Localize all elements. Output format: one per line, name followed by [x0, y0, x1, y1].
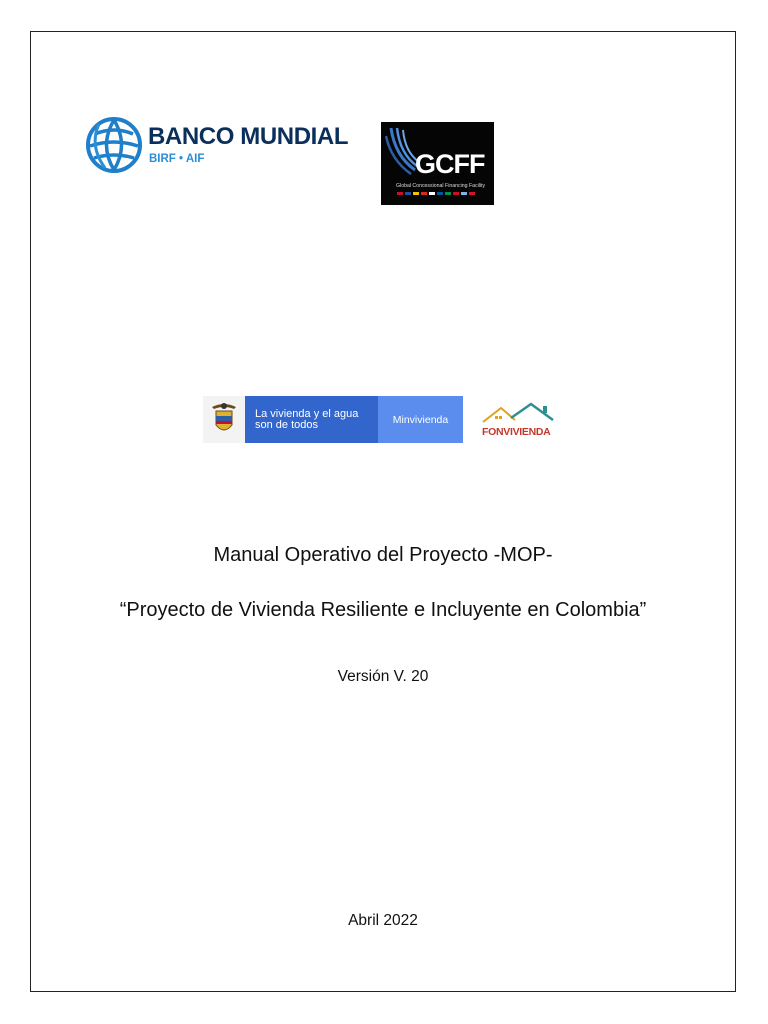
version-label: Versión V. 20	[337, 668, 429, 685]
gcff-tagline: Global Concessional Financing Facility	[396, 183, 486, 189]
crest-icon	[210, 401, 238, 437]
world-bank-logo	[85, 116, 360, 178]
project-title: “Proyecto de Vivienda Resiliente e Incluyente en Colombia”	[119, 599, 647, 621]
minvivienda-slogan	[245, 396, 378, 443]
fonvivienda-logo	[479, 400, 565, 444]
gcff-wordmark: GCFF	[415, 149, 485, 179]
gcff-flags	[397, 192, 475, 195]
manual-title: Manual Operativo del Proyecto -MOP-	[213, 544, 553, 566]
world-bank-subtitle: BIRF • AIF	[149, 153, 205, 165]
globe-icon	[85, 116, 143, 174]
slogan-line-2: son de todos	[255, 419, 318, 431]
date-label: Abril 2022	[348, 912, 418, 929]
world-bank-title: BANCO MUNDIAL	[148, 123, 349, 150]
minvivienda-logo	[203, 396, 463, 443]
minvivienda-name: Minvivienda	[378, 396, 463, 443]
gcff-logo	[381, 122, 494, 205]
slogan-line-1: La vivienda y el agua	[255, 408, 359, 420]
house-roof-icon	[481, 400, 557, 426]
fonvivienda-wordmark: FONVIVIENDA	[482, 426, 551, 438]
colombia-crest	[203, 396, 245, 443]
